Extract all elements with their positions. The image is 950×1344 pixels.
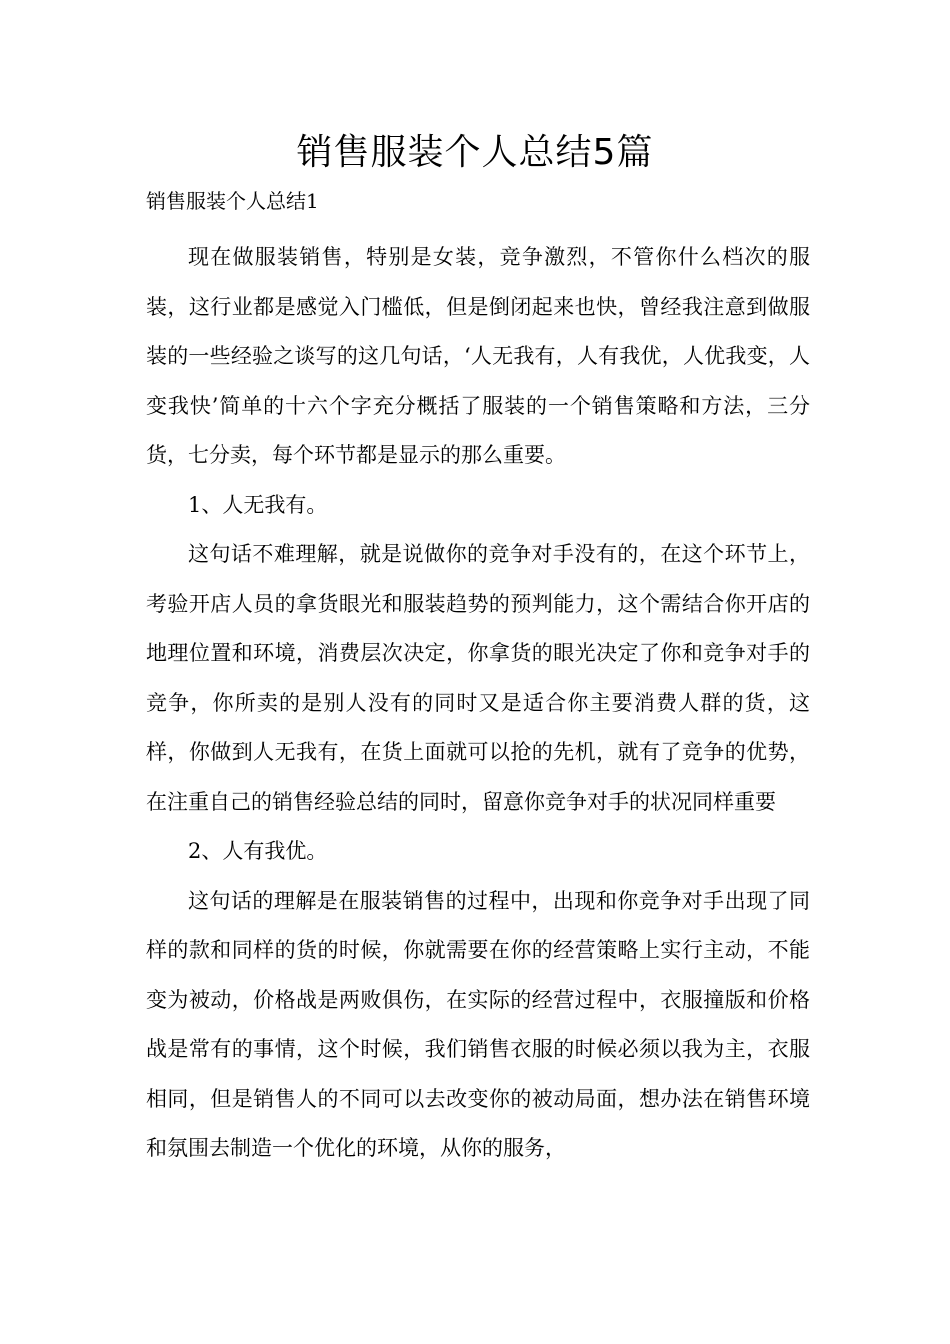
list-item-2: 2、人有我优。 (188, 839, 328, 863)
paragraph-point-1: 这句话不难理解，就是说做你的竞争对手没有的，在这个环节上，考验开店人员的拿货眼光和服装趋势的预判能力，这个需结合你开店的地理位置和环境，消费层次决定，你拿货的眼光决定了你和竞争对手的竞争，你所卖的是别人没有的同时又是适合你主要消费人群的货，这样，你做到人无我有，在货上面就可以抢的先机，就有了竞争的优势，在注重自己的销售经验总结的同时，留意你竞争对手的状况同样重要 (146, 542, 810, 814)
list-item-1: 1、人无我有。 (188, 492, 328, 517)
document-body (146, 233, 810, 1174)
section-heading: 销售服装个人总结1 (146, 189, 319, 213)
document-title: 销售服装个人总结5篇 (296, 132, 654, 173)
paragraph-point-2: 这句话的理解是在服装销售的过程中，出现和你竞争对手出现了同样的款和同样的货的时候，你就需要在你的经营策略上实行主动，不能变为被动，价格战是两败俱伤，在实际的经营过程中，衣服撞版和价格战是常有的事情，这个时候，我们销售衣服的时候必须以我为主，衣服相同，但是销售人的不同可以去改变你的被动局面，想办法在销售环境和氛围去制造一个优化的环境，从你的服务， (146, 888, 810, 1160)
paragraph-intro: 现在做服装销售，特别是女装，竞争激烈，不管你什么档次的服装，这行业都是感觉入门槛低，但是倒闭起来也快，曾经我注意到做服装的一些经验之谈写的这几句话，‘人无我有，人有我优，人优我变，人变我快’简单的十六个字充分概括了服装的一个销售策略和方法，三分货，七分卖，每个环节都是显示的那么重要。 (146, 245, 810, 467)
